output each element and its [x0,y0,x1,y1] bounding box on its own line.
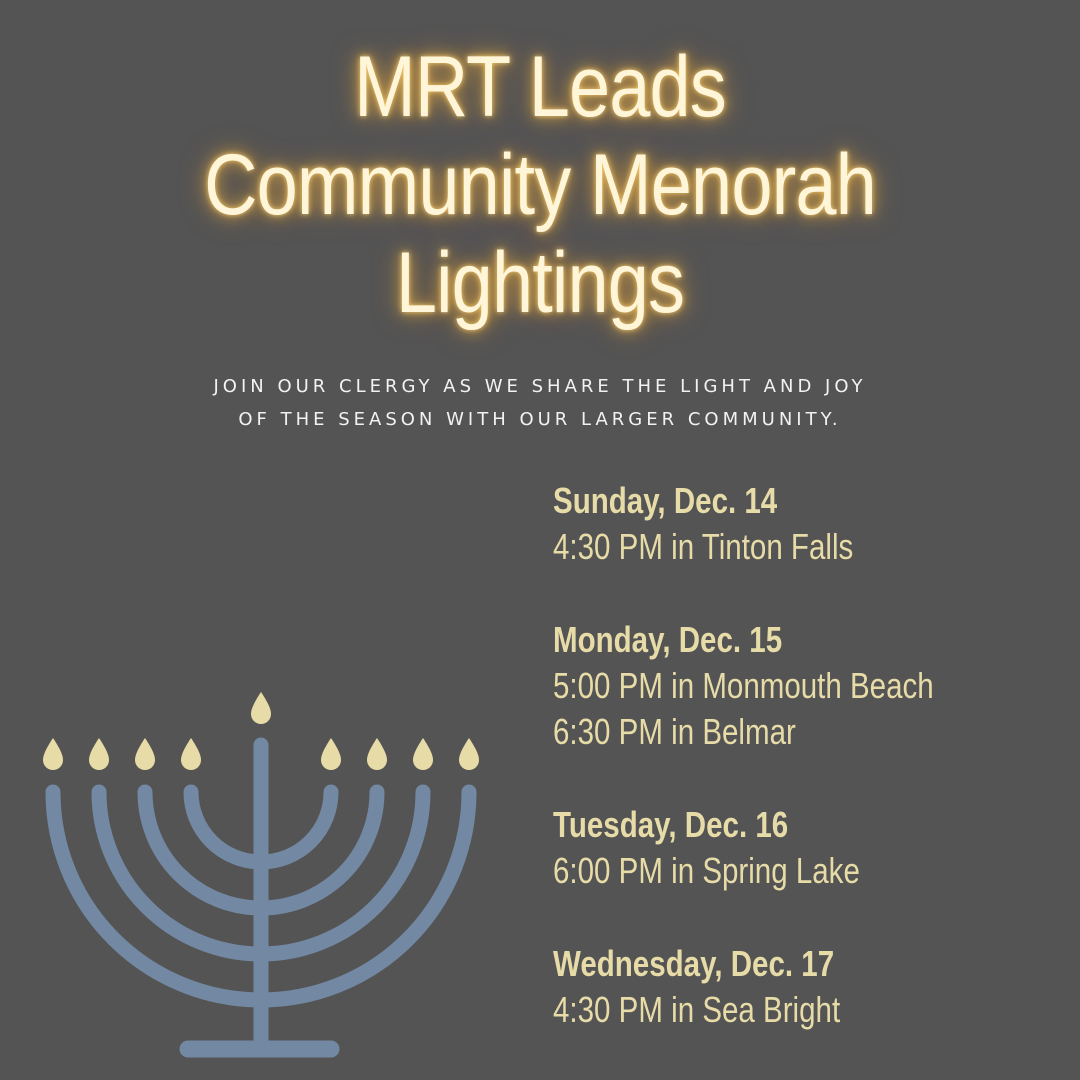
event-day: Tuesday, Dec. 16 [553,804,789,845]
flame-icon [251,692,271,724]
event-wednesday [553,941,975,1033]
subtitle-line-1: JOIN OUR CLERGY AS WE SHARE THE LIGHT AND JOY [213,376,867,397]
event-day: Sunday, Dec. 14 [553,480,778,521]
event-day: Wednesday, Dec. 17 [553,943,835,984]
event-time: 5:00 PM in Monmouth Beach [553,665,934,706]
title-line-1: MRT Leads [354,39,726,135]
flame-icon [367,738,387,770]
subtitle-line-2: OF THE SEASON WITH OUR LARGER COMMUNITY. [238,409,842,430]
flame-icon [413,738,433,770]
page-title [76,38,1005,332]
event-time: 4:30 PM in Tinton Falls [553,526,854,567]
event-time: 6:30 PM in Belmar [553,711,796,752]
subtitle [0,370,1080,436]
menorah-icon [30,680,500,1060]
event-monday [553,617,975,755]
flame-icon [135,738,155,770]
event-day: Monday, Dec. 15 [553,619,783,660]
flame-icon [321,738,341,770]
event-sunday [553,478,975,570]
title-line-2: Community Menorah [204,137,876,233]
flame-icon [459,738,479,770]
flame-icon [89,738,109,770]
flame-icon [43,738,63,770]
flame-icon [181,738,201,770]
event-tuesday [553,802,975,894]
event-time: 6:00 PM in Spring Lake [553,850,860,891]
schedule [553,478,1068,1033]
title-line-3: Lightings [395,235,685,331]
event-time: 4:30 PM in Sea Bright [553,989,841,1030]
